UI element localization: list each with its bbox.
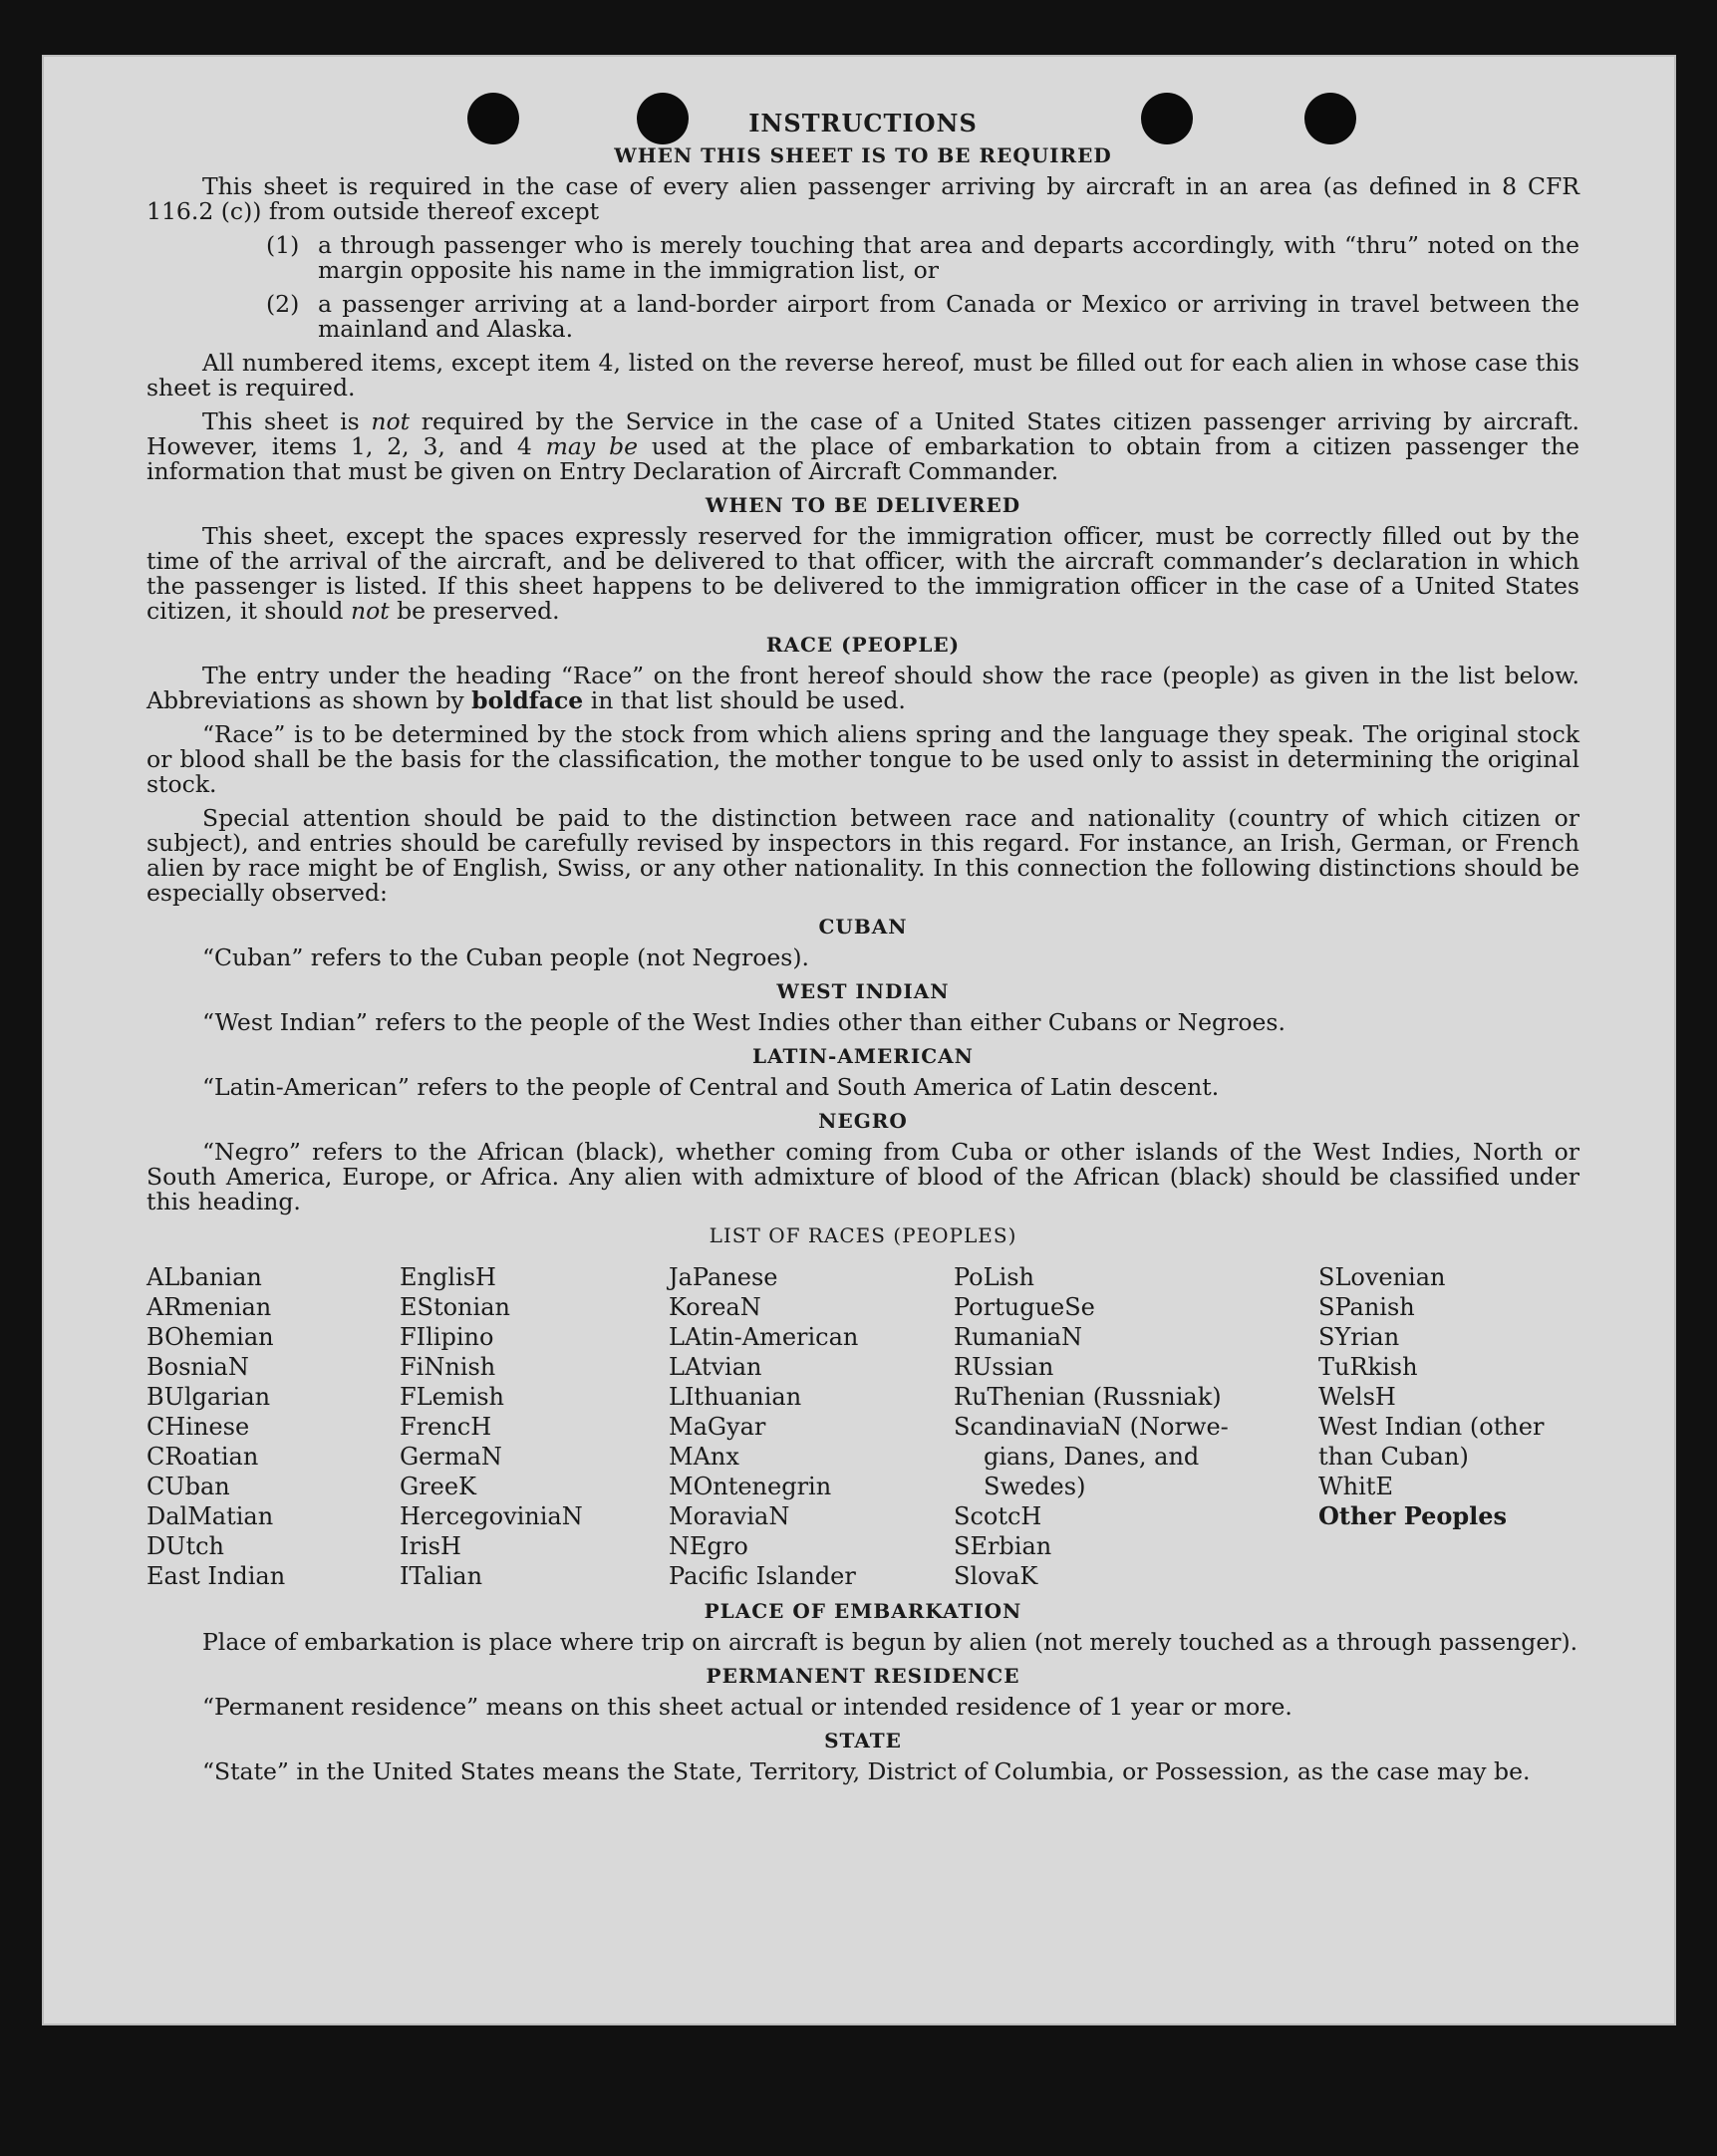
race-item: WhitE [1318, 1473, 1393, 1500]
page-title: INSTRUCTIONS [748, 109, 978, 137]
race-item: DUtch [146, 1532, 225, 1560]
race-item: ITalian [400, 1562, 483, 1590]
races-column [954, 1262, 1318, 1591]
text-run-bold: boldface [471, 686, 584, 714]
race-item: TuRkish [1318, 1353, 1418, 1381]
section-heading-cuban: CUBAN [818, 915, 908, 939]
section-heading-required: WHEN THIS SHEET IS TO BE REQUIRED [614, 143, 1112, 167]
text-run: be preserved. [389, 597, 560, 625]
paragraph: Place of embarkation is place where trip on aircraft is begun by alien (not merely touched as a through passenger). [202, 1628, 1578, 1656]
race-item: WelsH [1318, 1383, 1396, 1411]
exception-number: (2) [266, 290, 300, 318]
race-item: NEgro [669, 1532, 748, 1560]
exception-number: (1) [266, 231, 300, 259]
race-item: BosniaN [146, 1353, 249, 1381]
race-item: ALbanian [146, 1263, 262, 1291]
exception-text: a through passenger who is merely touching that area and departs accordingly, with “thru” noted on the margin opposite his name in the immigration list, or [318, 231, 1579, 284]
race-item: BUlgarian [146, 1383, 271, 1411]
race-item: GreeK [400, 1473, 476, 1500]
paragraph: “Permanent residence” means on this sheet actual or intended residence of 1 year or more. [202, 1693, 1292, 1721]
race-item: LAtvian [669, 1353, 762, 1381]
races-column [400, 1262, 669, 1591]
section-heading-delivered: WHEN TO BE DELIVERED [705, 493, 1021, 517]
races-list [146, 1262, 1579, 1591]
paragraph [146, 664, 1579, 713]
race-item: IrisH [400, 1532, 461, 1560]
text-run-italic: may be [545, 432, 639, 460]
text-run: required by the Service in the case of a United States citizen passenger arriving by aircraft. However, items 1, 2, 3, and 4 [146, 407, 1579, 460]
race-item: than Cuban) [1318, 1443, 1469, 1471]
race-item: SErbian [954, 1532, 1052, 1560]
section-heading-races-list: LIST OF RACES (PEOPLES) [709, 1223, 1017, 1247]
paragraph: “West Indian” refers to the people of the West Indies other than either Cubans or Negroes. [202, 1008, 1286, 1036]
section-heading-residence: PERMANENT RESIDENCE [706, 1664, 1020, 1688]
race-item: EnglisH [400, 1263, 496, 1291]
race-item: ScandinaviaN (Norwe- [954, 1413, 1229, 1441]
text-run: in that list should be used. [583, 686, 906, 714]
race-item: East Indian [146, 1562, 286, 1590]
race-item: FLemish [400, 1383, 504, 1411]
text-run: The entry under the heading “Race” on the front hereof should show the race (people) as given in the list below. Abbreviations as shown by [146, 662, 1579, 714]
race-item: JaPanese [669, 1263, 778, 1291]
exception-item [266, 292, 1579, 342]
race-item: BOhemian [146, 1323, 274, 1351]
race-item: PortugueSe [954, 1293, 1095, 1321]
paragraph: “Cuban” refers to the Cuban people (not Negroes). [202, 943, 810, 971]
race-item: RumaniaN [954, 1323, 1083, 1351]
race-item: West Indian (other [1318, 1413, 1545, 1441]
text-run: This sheet is [202, 407, 372, 435]
paragraph: Special attention should be paid to the distinction between race and nationality (country of which citizen or subject), and entries should be carefully revised by inspectors in this regard. For instance, an Irish, German, or French alien by race might be of English, Swiss, or any other nationality. In this connection the following distinctions should be especially observed: [146, 804, 1579, 907]
section-heading-state: STATE [824, 1729, 902, 1752]
race-item: FrencH [400, 1413, 492, 1441]
paragraph: This sheet is required in the case of every alien passenger arriving by aircraft in an area (as defined in 8 CFR 116.2 (c)) from outside thereof except [146, 172, 1579, 225]
race-item: MaGyar [669, 1413, 766, 1441]
race-item: MAnx [669, 1443, 739, 1471]
section-heading-race: RACE (PEOPLE) [765, 633, 961, 657]
paragraph: “Race” is to be determined by the stock from which aliens spring and the language they speak. The original stock or blood shall be the basis for the classification, the mother tongue to be used only to assist in determining the original stock. [146, 720, 1579, 798]
paragraph: “Latin-American” refers to the people of Central and South America of Latin descent. [202, 1073, 1220, 1101]
race-item: FiNnish [400, 1353, 496, 1381]
exception-text: a passenger arriving at a land-border airport from Canada or Mexico or arriving in travel between the mainland and Alaska. [318, 290, 1579, 343]
race-item: RUssian [954, 1353, 1054, 1381]
section-heading-latin-american: LATIN-AMERICAN [752, 1044, 974, 1068]
race-item: SPanish [1318, 1293, 1415, 1321]
text-run-italic: not [371, 407, 411, 435]
race-item: LAtin-American [669, 1323, 859, 1351]
race-item: CRoatian [146, 1443, 259, 1471]
text-run: used at the place of embarkation to obtain from a citizen passenger the information that must be given on Entry Declaration of Aircraft Commander. [146, 432, 1580, 485]
race-item: SYrian [1318, 1323, 1400, 1351]
paragraph [146, 524, 1579, 624]
paragraph: “Negro” refers to the African (black), whether coming from Cuba or other islands of the West Indies, North or South America, Europe, or Africa. Any alien with admixture of blood of the African (black) should be classified under this heading. [146, 1138, 1579, 1215]
race-item: CHinese [146, 1413, 250, 1441]
race-item: ARmenian [146, 1293, 272, 1321]
races-column [146, 1262, 400, 1591]
race-item: SLovenian [1318, 1263, 1446, 1291]
exception-item [266, 233, 1579, 283]
paragraph [146, 409, 1579, 484]
race-item: ScotcH [954, 1502, 1042, 1530]
paragraph: “State” in the United States means the State, Territory, District of Columbia, or Possession, as the case may be. [202, 1757, 1531, 1785]
race-item: gians, Danes, and [984, 1443, 1200, 1471]
race-item: CUban [146, 1473, 230, 1500]
section-heading-negro: NEGRO [818, 1109, 908, 1133]
text-run-italic: not [350, 597, 390, 625]
race-item: HercegoviniaN [400, 1502, 583, 1530]
section-heading-west-indian: WEST INDIAN [776, 979, 950, 1003]
race-item: Other Peoples [1318, 1501, 1508, 1530]
section-heading-embarkation: PLACE OF EMBARKATION [704, 1599, 1022, 1623]
race-item: LIthuanian [669, 1383, 802, 1411]
race-item: DalMatian [146, 1502, 274, 1530]
race-item: KoreaN [669, 1293, 761, 1321]
text-run: This sheet, except the spaces expressly reserved for the immigration officer, must be correctly filled out by the time of the arrival of the aircraft, and be delivered to that officer, with the aircraft commander’s declaration in which the passenger is listed. If this sheet happens to be delivered to the immigration officer in the case of a United States citizen, it should [146, 522, 1579, 625]
document-sheet [42, 55, 1676, 2025]
race-item: MOntenegrin [669, 1473, 832, 1500]
paragraph: All numbered items, except item 4, listed on the reverse hereof, must be filled out for each alien in whose case this sheet is required. [146, 349, 1579, 402]
race-item: Pacific Islander [669, 1562, 856, 1590]
race-item: FIlipino [400, 1323, 494, 1351]
race-item: GermaN [400, 1443, 502, 1471]
race-item: EStonian [400, 1293, 510, 1321]
instructions-content [146, 111, 1579, 1793]
races-column [1318, 1262, 1579, 1591]
race-item: Swedes) [984, 1473, 1086, 1500]
race-item: MoraviaN [669, 1502, 790, 1530]
race-item: SlovaK [954, 1562, 1038, 1590]
race-item: PoLish [954, 1263, 1035, 1291]
race-item: RuThenian (Russniak) [954, 1383, 1222, 1411]
races-column [669, 1262, 954, 1591]
